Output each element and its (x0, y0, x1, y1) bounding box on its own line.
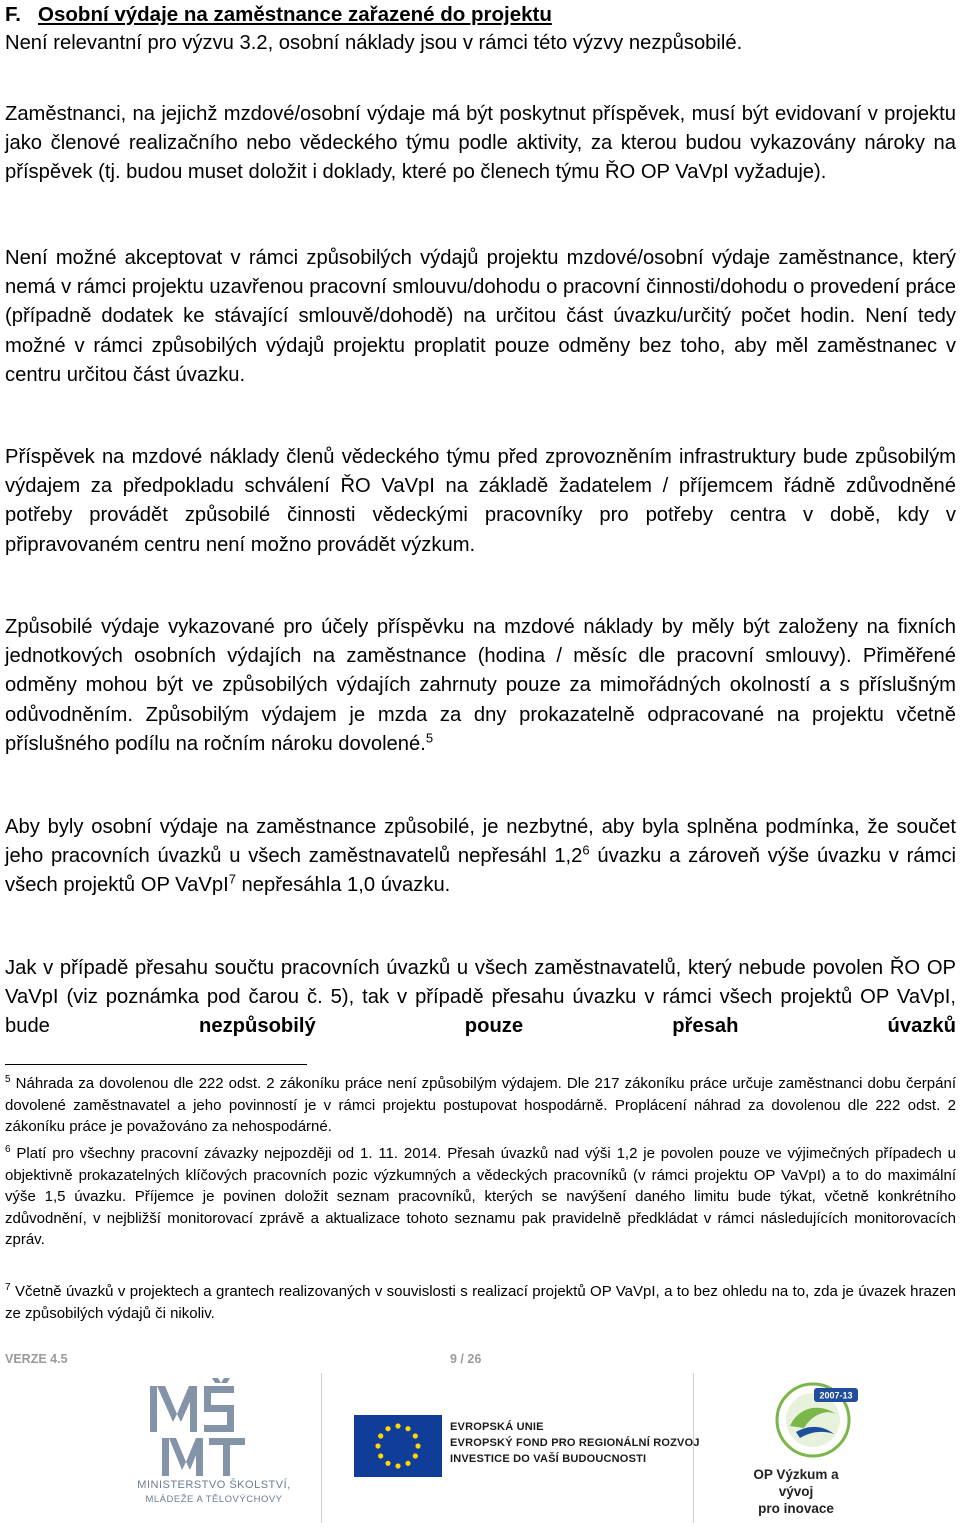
paragraph-eligible-expenses (5, 613, 956, 759)
section-heading (5, 2, 552, 28)
footnote-ref-7[interactable]: 7 (228, 871, 236, 887)
paragraph-text: Způsobilé výdaje vykazované pro účely příspěvku na mzdové náklady by měly být založeny na fixních jednotkových osobních výdajích na zaměstnance (hodina / měsíc dle pracovní smlouvy). Přiměřené odměny mohou být ve způsobilých výdajích zahrnuty pouze za mimořádných okolností a s příslušným odůvodněním. Způsobilým výdajem je mzda za dny prokazatelně odpracované na projektu včetně příslušného podílu na ročním nároku dovolené. (5, 616, 956, 755)
paragraph-bold-text: nezpůsobilý pouze přesah úvazků (199, 1015, 956, 1038)
op-caption (736, 1466, 856, 1517)
footnote-number: 6 (5, 1144, 11, 1155)
op-subtitle-line: pro inovace (758, 1501, 834, 1516)
eu-line: EVROPSKÝ FOND PRO REGIONÁLNÍ ROZVOJ (450, 1437, 700, 1449)
footnote-text: Platí pro všechny pracovní závazky nejpozději od 1. 11. 2014. Přesah úvazků nad výši 1,2 je povolen pouze ve výjimečných případech u objektivně prokazatelných klíčových pracovních pozic výzkumných a vědeckých pracovníků (v rámci projektu OP VaVpI) a to do maximální výše 1,5 úvazku. Příjemce je povinen doložit seznam pracovníků, kterých se navýšení daného limitu bude týkat, včetně konkrétního zdůvodnění, v nejbližší monitorovací zprávě a aktualizace tohoto seznamu pak pravidelně předkládat v rámci následujících monitorovacích zpráv. (5, 1145, 956, 1249)
paragraph-text: Zaměstnanci, na jejichž mzdové/osobní výdaje má být poskytnut příspěvek, musí být evidovaní v projektu jako členové realizačního nebo vědeckého týmu podle aktivity, za kterou budou vykazovány nároky na příspěvek (tj. budou muset doložit i doklady, které po členech týmu ŘO OP VaVpI vyžaduje). (5, 103, 956, 184)
footnote-ref-6[interactable]: 6 (582, 842, 590, 858)
paragraph-text: Jak v případě přesahu součtu pracovních úvazků u všech zaměstnavatelů, který nebude povolen ŘO OP VaVpI (viz poznámka pod čarou č. 5), tak v případě přesahu úvazku v rámci všech projektů OP VaVpI, bude (5, 957, 956, 1038)
footnote-7 (5, 1281, 956, 1324)
footnote-text: Náhrada za dovolenou dle 222 odst. 2 zákoníku práce není způsobilým výdajem. Dle 217 zákoníku práce určuje zaměstnanci dobu čerpání dovolené zaměstnavatel a jeho povinností je v rámci projektu postupovat hospodárně. Proplácení náhrad za dovolenou dle 222 odst. 2 zákoníku práce je považováno za nehospodárné. (5, 1075, 956, 1136)
paragraph-contribution (5, 443, 956, 560)
paragraph-text: Není relevantní pro výzvu 3.2, osobní náklady jsou v rámci této výzvy nezpůsobilé. (5, 32, 743, 54)
footer-divider (321, 1373, 322, 1523)
version-label: VERZE 4.5 (5, 1352, 68, 1366)
footnote-text: Včetně úvazků v projektech a grantech realizovaných v souvislosti s realizací projektů OP VaVpI, a to bez ohledu na to, zda je úvazek hrazen ze způsobilých výdajů či nikoliv. (5, 1283, 957, 1322)
eu-line: INVESTICE DO VAŠÍ BUDOUCNOSTI (450, 1453, 647, 1465)
footnote-5 (5, 1073, 956, 1138)
eu-caption (450, 1419, 700, 1467)
footnote-number: 5 (5, 1074, 11, 1085)
paragraph-text: Aby byly osobní výdaje na zaměstnance způsobilé, je nezbytné, aby byla splněna podmínka, že součet jeho pracovních úvazků u všech zaměstnavatelů nepřesáhl 1,2 (5, 816, 956, 868)
footnote-separator (5, 1064, 307, 1065)
page-number: 9 / 26 (450, 1352, 482, 1366)
msmt-logo (114, 1378, 296, 1505)
paragraph-workload-condition (5, 813, 956, 901)
section-letter: F. (5, 3, 21, 26)
section-title: Osobní výdaje na zaměstnance zařazené do projektu (38, 3, 552, 26)
eu-flag-icon (354, 1415, 442, 1477)
paragraph-excess-workload (5, 954, 956, 1042)
paragraph-text: nepřesáhla 1,0 úvazku. (235, 874, 451, 897)
eu-line: EVROPSKÁ UNIE (450, 1421, 544, 1433)
paragraph-team-members (5, 100, 956, 188)
footnote-6 (5, 1143, 956, 1251)
footnote-number: 7 (5, 1282, 11, 1293)
footnote-ref-5[interactable]: 5 (425, 730, 434, 746)
op-vavpi-logo (758, 1380, 868, 1480)
op-badge-text: 2007-13 (819, 1390, 853, 1401)
msmt-subtitle: MLÁDEŽE A TĚLOVÝCHOVY (145, 1494, 283, 1505)
paragraph-text: Příspěvek na mzdové náklady členů vědeckého týmu před zprovozněním infrastruktury bude způsobilým výdajem za předpokladu schválení ŘO VaVpI na základě žadatelem / příjemcem řádně zdůvodněné potřeby provádět způsobilé činnosti vědeckými pracovníky pro potřeby centra v době, kdy v připravovaném centru není možno provádět výzkum. (5, 446, 956, 556)
paragraph-text: Není možné akceptovat v rámci způsobilých výdajů projektu mzdové/osobní výdaje zaměstnance, který nemá v rámci projektu uzavřenou pracovní smlouvu/dohodu o pracovní činnosti/dohodu o provedení práce (případně dodatek ke stávající smlouvě/dohodě) na určitou část úvazku/určitý počet hodin. Není tedy možné v rámci způsobilých výdajů projektu proplatit pouze odměny bez toho, aby měl zaměstnanec v centru určitou část úvazku. (5, 247, 956, 386)
paragraph-not-acceptable (5, 244, 956, 390)
msmt-name: MINISTERSTVO ŠKOLSTVÍ, (137, 1479, 291, 1491)
op-title-line: OP Výzkum a vývoj (753, 1467, 839, 1499)
paragraph-text: úvazku a zároveň výše úvazku v rámci všech projektů OP VaVpI (5, 845, 956, 897)
op-globe-icon (758, 1380, 868, 1470)
paragraph-not-relevant (5, 29, 956, 58)
msmt-emblem-icon (114, 1378, 296, 1478)
